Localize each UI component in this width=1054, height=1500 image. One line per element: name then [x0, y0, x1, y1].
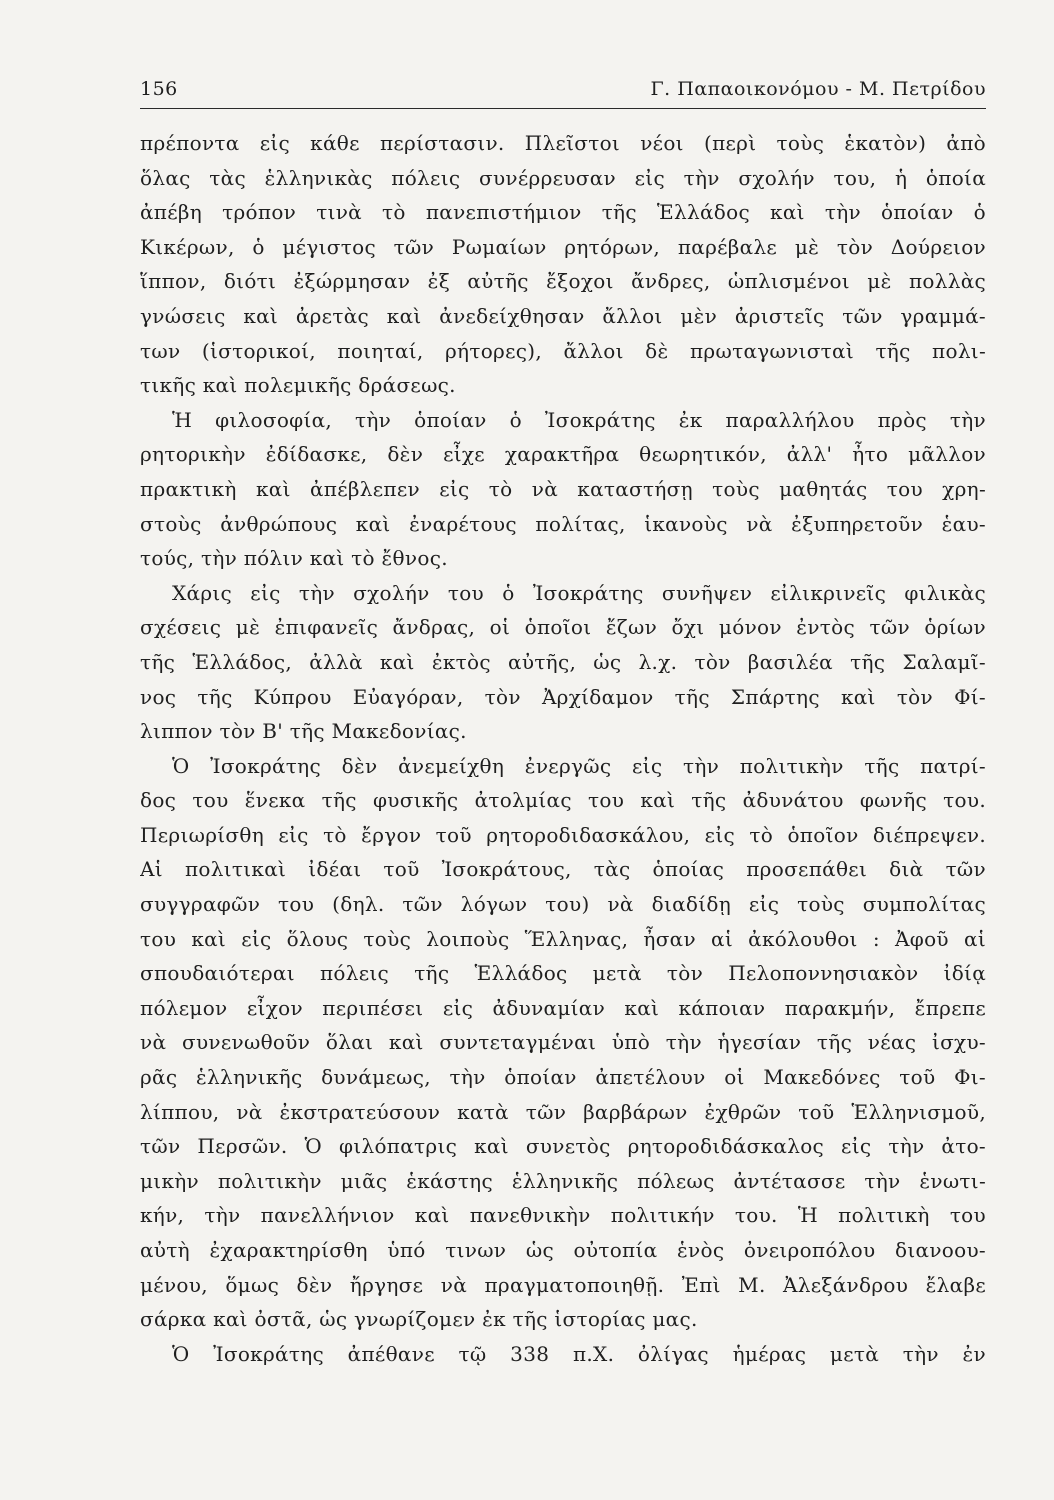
body-text [140, 126, 986, 1371]
text-line: Χάρις εἰς τὴν σχολήν του ὁ Ἰσοκράτης συνῆψεν εἰλικρινεῖς φιλικὰς [172, 580, 986, 605]
text-line: νος τῆς Κύπρου Εὐαγόραν, τὸν Ἀρχίδαμον τῆς Σπάρτης καὶ τὸν Φί- [140, 684, 986, 709]
text-line: πρέποντα εἰς κάθε περίστασιν. Πλεῖστοι νέοι (περὶ τοὺς ἑκατὸν) ἀπὸ [140, 131, 986, 155]
text-line: πρακτικὴ καὶ ἀπέβλεπεν εἰς τὸ νὰ καταστήσῃ τοὺς μαθητάς του χρη- [140, 476, 986, 501]
text-line: πόλεμον εἶχον περιπέσει εἰς ἀδυναμίαν καὶ κάποιαν παρακμήν, ἔπρεπε [140, 995, 986, 1020]
text-line: ἀπέβη τρόπον τινὰ τὸ πανεπιστήμιον τῆς Ἑλλάδος καὶ τὴν ὁποίαν ὁ [140, 200, 986, 225]
text-line: ἵππον, διότι ἐξώρμησαν ἐξ αὐτῆς ἔξοχοι ἄνδρες, ὡπλισμένοι μὲ πολλὰς [140, 269, 986, 294]
text-line: λιππον τὸν Β' τῆς Μακεδονίας. [140, 719, 467, 744]
text-line: κήν, τὴν πανελλήνιον καὶ πανεθνικὴν πολιτικήν του. Ἡ πολιτικὴ του [140, 1203, 986, 1228]
text-line: λίππου, νὰ ἐκστρατεύσουν κατὰ τῶν βαρβάρων ἐχθρῶν τοῦ Ἑλληνισμοῦ, [140, 1099, 986, 1124]
text-line: στοὺς ἀνθρώπους καὶ ἐναρέτους πολίτας, ἱκανοὺς νὰ ἐξυπηρετοῦν ἑαυ- [140, 511, 986, 536]
text-line: σχέσεις μὲ ἐπιφανεῖς ἄνδρας, οἱ ὁποῖοι ἔζων ὄχι μόνον ἐντὸς τῶν ὁρίων [140, 615, 986, 640]
text-line: ρητορικὴν ἐδίδασκε, δὲν εἶχε χαρακτῆρα θεωρητικόν, ἀλλ' ἦτο μᾶλλον [140, 442, 986, 467]
page-header [140, 74, 986, 109]
text-line: δος του ἕνεκα τῆς φυσικῆς ἀτολμίας του καὶ τῆς ἀδυνάτου φωνῆς του. [140, 788, 986, 813]
text-line: αὐτὴ ἐχαρακτηρίσθη ὑπό τινων ὡς οὐτοπία ἑνὸς ὀνειροπόλου διανοου- [140, 1238, 986, 1262]
text-line: Ὁ Ἰσοκράτης ἀπέθανε τῷ 338 π.Χ. ὀλίγας ἡμέρας μετὰ τὴν ἐν [172, 1341, 986, 1366]
text-line: τούς, τὴν πόλιν καὶ τὸ ἔθνος. [140, 546, 448, 571]
text-line: συγγραφῶν του (δηλ. τῶν λόγων του) νὰ διαδίδῃ εἰς τοὺς συμπολίτας [140, 892, 986, 917]
text-line: του καὶ εἰς ὅλους τοὺς λοιποὺς Ἕλληνας, ἦσαν αἱ ἀκόλουθοι : Ἀφοῦ αἱ [140, 926, 986, 951]
text-line: Κικέρων, ὁ μέγιστος τῶν Ρωμαίων ρητόρων, παρέβαλε μὲ τὸν Δούρειον [140, 234, 986, 259]
text-line: Ὁ Ἰσοκράτης δὲν ἀνεμείχθη ἐνεργῶς εἰς τὴν πολιτικὴν τῆς πατρί- [172, 753, 986, 778]
running-head: Γ. Παπαοικονόμου - Μ. Πετρίδου [650, 78, 986, 100]
text-line: Ἡ φιλοσοφία, τὴν ὁποίαν ὁ Ἰσοκράτης ἐκ παραλλήλου πρὸς τὴν [172, 407, 986, 432]
text-line: Αἱ πολιτικαὶ ἰδέαι τοῦ Ἰσοκράτους, τὰς ὁποίας προσεπάθει διὰ τῶν [140, 857, 986, 882]
text-line: των (ἱστορικοί, ποιηταί, ρήτορες), ἄλλοι δὲ πρωταγωνισταὶ τῆς πολι- [140, 338, 986, 363]
text-line: τικῆς καὶ πολεμικῆς δράσεως. [140, 373, 456, 398]
text-line: νὰ συνενωθοῦν ὅλαι καὶ συντεταγμέναι ὑπὸ τὴν ἡγεσίαν τῆς νέας ἰσχυ- [140, 1030, 986, 1055]
text-line: μικὴν πολιτικὴν μιᾶς ἑκάστης ἑλληνικῆς πόλεως ἀντέτασσε τὴν ἑνωτι- [140, 1168, 986, 1193]
text-line: σπουδαιότεραι πόλεις τῆς Ἑλλάδος μετὰ τὸν Πελοποννησιακὸν ἰδίᾳ [140, 961, 986, 986]
text-line: ρᾶς ἑλληνικῆς δυνάμεως, τὴν ὁποίαν ἀπετέλουν οἱ Μακεδόνες τοῦ Φι- [140, 1065, 986, 1090]
text-line: τῆς Ἑλλάδος, ἀλλὰ καὶ ἐκτὸς αὐτῆς, ὡς λ.χ. τὸν βασιλέα τῆς Σαλαμῖ- [140, 649, 986, 674]
text-line: τῶν Περσῶν. Ὁ φιλόπατρις καὶ συνετὸς ρητοροδιδάσκαλος εἰς τὴν ἀτο- [140, 1134, 986, 1159]
text-line: μένου, ὅμως δὲν ἤργησε νὰ πραγματοποιηθῇ. Ἐπὶ Μ. Ἀλεξάνδρου ἔλαβε [140, 1272, 986, 1297]
text-line: γνώσεις καὶ ἀρετὰς καὶ ἀνεδείχθησαν ἄλλοι μὲν ἀριστεῖς τῶν γραμμά- [140, 303, 986, 328]
text-line: ὅλας τὰς ἑλληνικὰς πόλεις συνέρρευσαν εἰς τὴν σχολήν του, ἡ ὁποία [140, 165, 986, 190]
text-line: Περιωρίσθη εἰς τὸ ἔργον τοῦ ρητοροδιδασκάλου, εἰς τὸ ὁποῖον διέπρεψεν. [140, 822, 986, 847]
page-number: 156 [140, 78, 178, 100]
text-line: σάρκα καὶ ὀστᾶ, ὡς γνωρίζομεν ἐκ τῆς ἱστορίας μας. [140, 1307, 698, 1332]
